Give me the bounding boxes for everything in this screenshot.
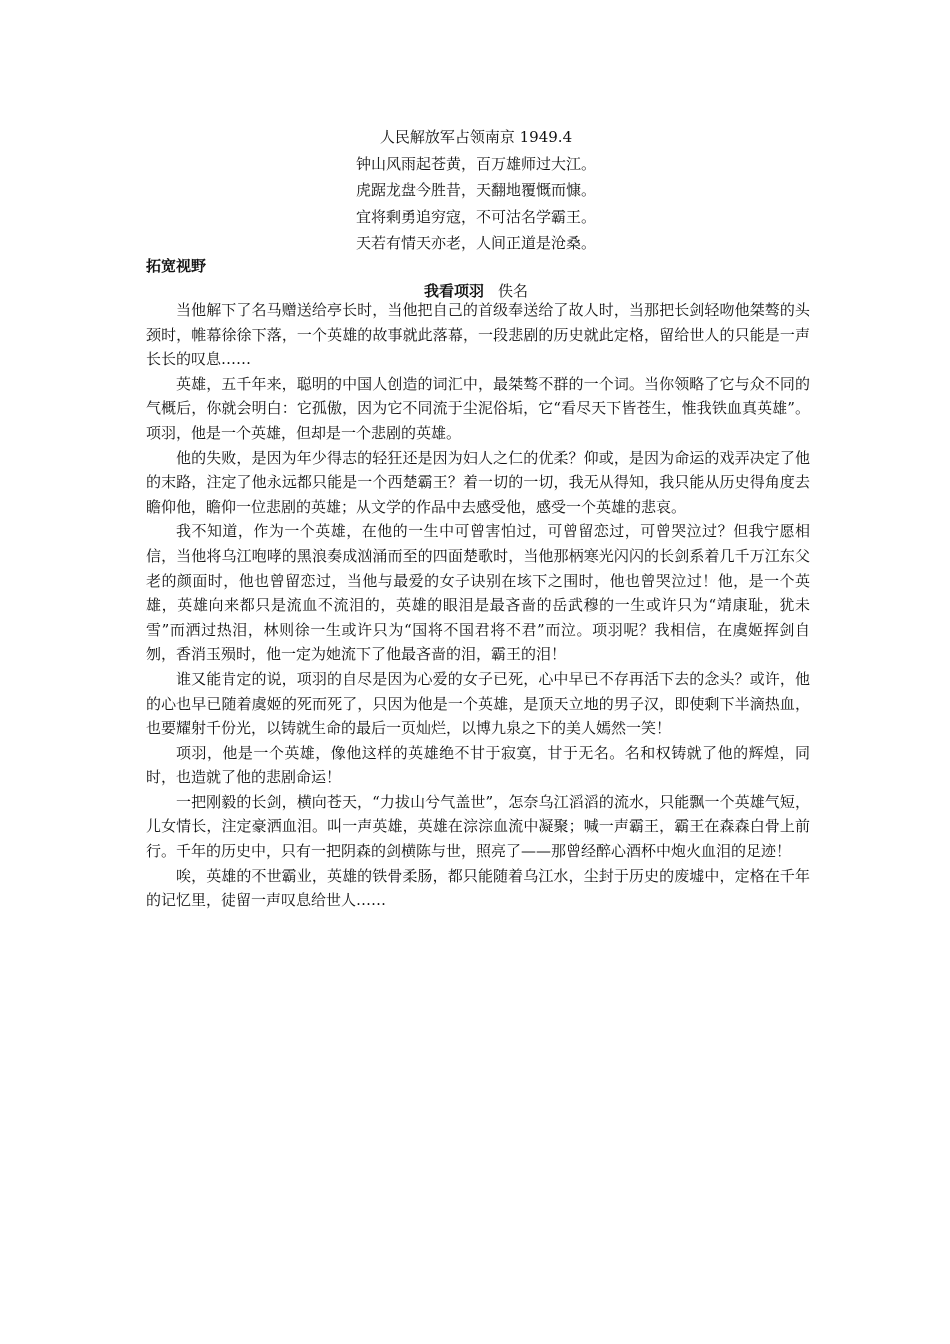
paragraph: 我不知道，作为一个英雄，在他的一生中可曾害怕过，可曾留恋过，可曾哭泣过？但我宁愿相信，当他将乌江咆哮的黑浪奏成汹涌而至的四面楚歌时，当他那柄寒光闪闪的长剑系着几千万江东父老的颜面时，他也曾留恋过，当他与最爱的女子诀别在垓下之围时，他也曾哭泣过！他，是一个英雄，英雄向来都只是流血不流泪的，英雄的眼泪是最吝啬的岳武穆的一生或许只为“靖康耻，犹未雪”而洒过热泪，林则徐一生或许只为“国将不国君将不君”而泣。项羽呢？我相信，在虞姬挥剑自刎，香消玉殒时，他一定为她流下了他最吝啬的泪，霸王的泪！ <box>146 522 810 664</box>
paragraph: 谁又能肯定的说，项羽的自尽是因为心爱的女子已死，心中早已不存再活下去的念头？或许，他的心也早已随着虞姬的死而死了，只因为他是一个英雄，是顶天立地的男子汉，即使剩下半滴热血，也要耀射千份光，以铸就生命的最后一页灿烂，以博九泉之下的美人嫣然一笑！ <box>146 669 810 738</box>
paragraph: 当他解下了名马赠送给亭长时，当他把自己的首级奉送给了故人时，当那把长剑轻吻他桀骜的头颈时，帷幕徐徐下落，一个英雄的故事就此落幕，一段悲剧的历史就此定格，留给世人的只能是一声长长的叹息…… <box>146 301 810 369</box>
paragraph: 项羽，他是一个英雄，像他这样的英雄绝不甘于寂寞，甘于无名。名和权铸就了他的辉煌，同时，也造就了他的悲剧命运！ <box>146 743 810 787</box>
poem-line: 天若有情天亦老，人间正道是沧桑。 <box>355 234 596 252</box>
article-author: 佚名 <box>498 282 529 300</box>
paragraph: 英雄，五千年来，聪明的中国人创造的词汇中，最桀骜不群的一个词。当你领略了它与众不同的气概后，你就会明白：它孤傲，因为它不同流于尘泥俗垢，它“看尽天下皆苍生，惟我铁血真英雄”。项羽，他是一个英雄，但却是一个悲剧的英雄。 <box>146 374 810 442</box>
poem-title: 人民解放军占领南京 1949.4 <box>379 128 573 146</box>
section-heading: 拓宽视野 <box>146 257 207 275</box>
paragraph: 一把刚毅的长剑，横向苍天，“力拔山兮气盖世”，怎奈乌江滔滔的流水，只能飘一个英雄气短，儿女情长，注定豪洒血泪。叫一声英雄，英雄在淙淙血流中凝聚；喊一声霸王，霸王在森森白骨上前行。千年的历史中，只有一把阴森的剑横陈与世，照亮了——那曾经醉心酒杯中炮火血泪的足迹！ <box>146 792 810 861</box>
poem-line: 宜将剩勇追穷寇，不可沽名学霸王。 <box>355 207 596 226</box>
article-body <box>146 298 810 913</box>
article-title: 我看项羽 <box>423 282 484 300</box>
poem-line: 虎踞龙盘今胜昔，天翻地覆慨而慷。 <box>355 181 596 199</box>
paragraph: 他的失败，是因为年少得志的轻狂还是因为妇人之仁的优柔？仰或，是因为命运的戏弄决定了他的末路，注定了他永远都只能是一个西楚霸王？着一切的一切，我无从得知，我只能从历史得角度去瞻仰他，瞻仰一位悲剧的英雄；从文学的作品中去感受他，感受一个英雄的悲哀。 <box>146 448 810 516</box>
poem-block <box>146 124 806 257</box>
poem-line: 钟山风雨起苍黄，百万雄师过大江。 <box>355 154 596 173</box>
paragraph: 唉，英雄的不世霸业，英雄的铁骨柔肠，都只能随着乌江水，尘封于历史的废墟中，定格在千年的记忆里，徒留一声叹息给世人…… <box>146 866 810 910</box>
